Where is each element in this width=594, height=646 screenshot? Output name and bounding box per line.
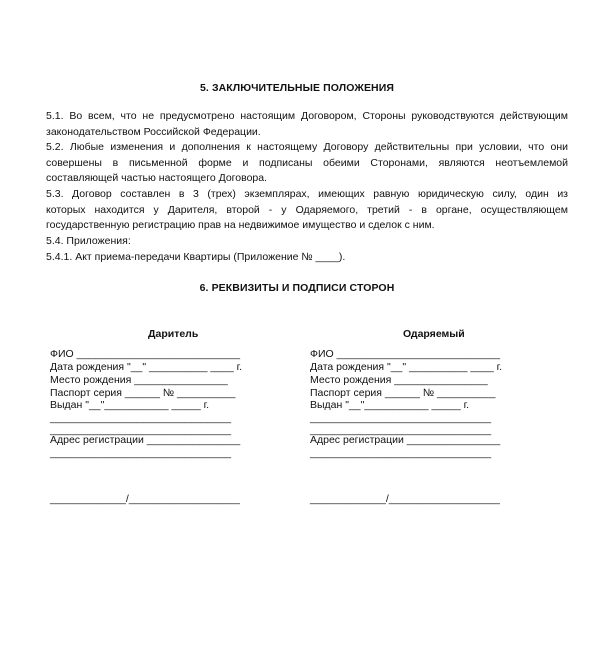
donor-address-field: Адрес регистрации ________________: [50, 434, 241, 446]
clause-5-3-line-3: государственную регистрацию прав на недвижимое имущество и сделок с ним.: [46, 219, 435, 232]
donee-birth-place-field: Место рождения ________________: [310, 374, 488, 386]
clause-5-4-line: 5.4. Приложения:: [46, 235, 131, 247]
clause-5-4: [46, 234, 568, 265]
section-5-heading: 5. ЗАКЛЮЧИТЕЛЬНЫЕ ПОЛОЖЕНИЯ: [199, 82, 395, 94]
clause-5-3: [46, 187, 568, 234]
clause-5-1: [46, 109, 568, 140]
clause-5-1-line-2: законодательством Российской Федерации.: [46, 125, 261, 138]
donee-issued-field: Выдан "__"___________ _____ г.: [310, 399, 470, 411]
donee-birth-date-field: Дата рождения "__" __________ ____ г.: [310, 361, 503, 373]
donor-blank-line-3: _______________________________: [50, 447, 232, 459]
donor-passport-field: Паспорт серия ______ № __________: [50, 387, 236, 399]
donor-birth-date-field: Дата рождения "__" __________ ____ г.: [50, 361, 243, 373]
donee-blank-line-3: _______________________________: [310, 447, 492, 459]
clause-5-2-line-2: совершены в письменной форме и подписаны обеими Сторонами, являются неотъемлемой: [46, 156, 568, 169]
donee-column-title: Одаряемый: [403, 328, 465, 340]
donee-blank-line-1: _______________________________: [310, 412, 492, 424]
donor-blank-line-2: _______________________________: [50, 424, 232, 436]
clause-5-1-line-1: 5.1. Во всем, что не предусмотрено настоящим Договором, Стороны руководствуются действующим: [46, 110, 568, 122]
donee-address-field: Адрес регистрации ________________: [310, 434, 501, 446]
donor-column-title: Даритель: [148, 328, 199, 340]
section-6-heading: 6. РЕКВИЗИТЫ И ПОДПИСИ СТОРОН: [199, 282, 395, 294]
clause-5-2-line-3: составляющей частью настоящего Договора.: [46, 172, 268, 185]
donee-passport-field: Паспорт серия ______ № __________: [310, 387, 496, 399]
donee-fio-field: ФИО ____________________________: [310, 348, 501, 360]
clause-5-2: [46, 140, 568, 187]
donor-signature-line: _____________/___________________: [50, 493, 240, 505]
clause-5-4-1-line: 5.4.1. Акт приема-передачи Квартиры (Приложение № ____).: [46, 250, 346, 263]
clause-5-3-line-1: 5.3. Договор составлен в 3 (трех) экземплярах, имеющих равную юридическую силу, один из: [46, 188, 568, 200]
donor-issued-field: Выдан "__"___________ _____ г.: [50, 399, 210, 411]
donee-blank-line-2: _______________________________: [310, 424, 492, 436]
donor-blank-line-1: _______________________________: [50, 412, 232, 424]
donor-fio-field: ФИО ____________________________: [50, 348, 241, 360]
donee-signature-line: _____________/___________________: [310, 493, 500, 505]
clause-5-3-line-2: которых находится у Дарителя, второй - у Одаряемого, третий - в органе, осуществляющем: [46, 203, 568, 216]
donor-birth-place-field: Место рождения ________________: [50, 374, 228, 386]
clause-5-2-line-1: 5.2. Любые изменения и дополнения к настоящему Договору действительны при условии, что они: [46, 141, 568, 153]
